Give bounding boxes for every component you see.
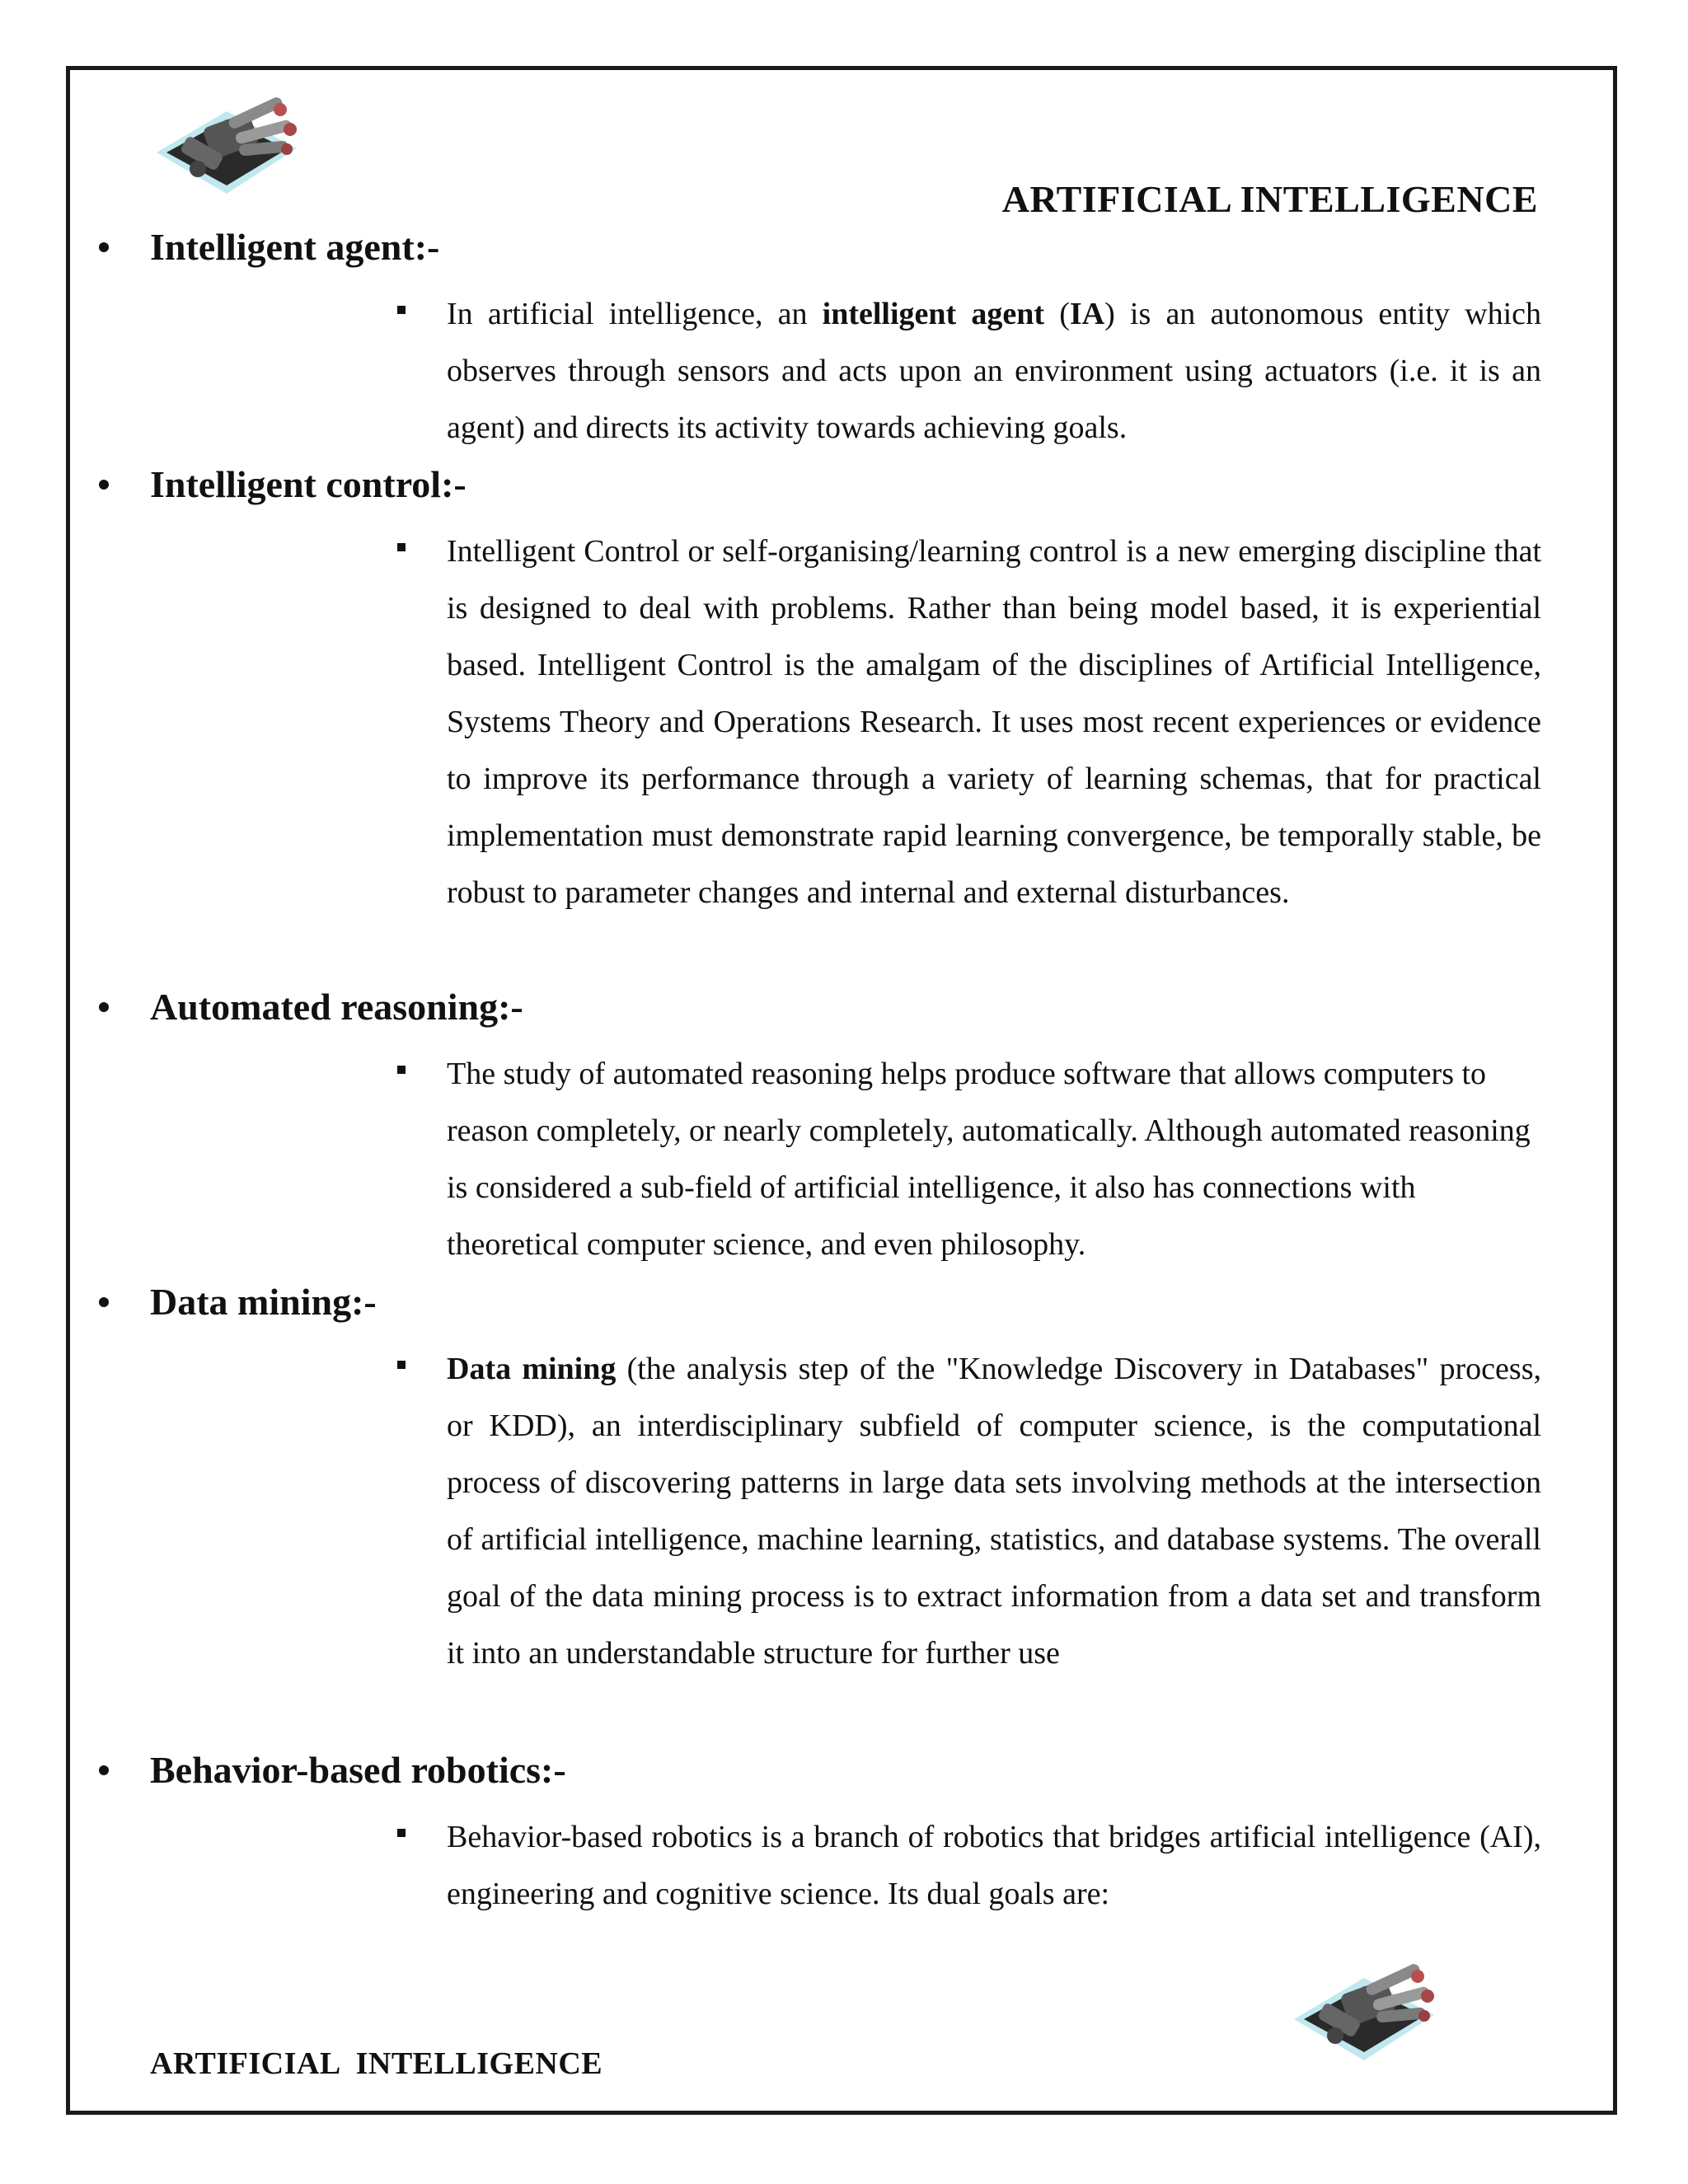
page-header-title: ARTIFICIAL INTELLIGENCE: [1001, 178, 1538, 220]
square-bullet-icon: [397, 1361, 406, 1369]
robot-hand-logo-icon: [148, 95, 305, 206]
section-heading: Behavior-based robotics:-: [0, 1746, 742, 1795]
robot-hand-logo-icon: [1286, 1961, 1442, 2073]
section-heading: Intelligent control:-: [0, 460, 742, 509]
square-bullet-icon: [397, 543, 406, 551]
section-heading: Intelligent agent:-: [0, 223, 742, 272]
bullet-icon: [99, 1002, 109, 1012]
paragraph: The study of automated reasoning helps produce software that allows computers to reason completely, or nearly completely, automatically. Although automated reasoning is considered a sub-field of artificial intelligence, it also has connections with theoretical computer science, and even philosophy.: [447, 1057, 1531, 1262]
square-bullet-icon: [397, 1066, 406, 1074]
bullet-icon: [99, 1297, 109, 1307]
square-bullet-icon: [397, 306, 406, 314]
paragraph: Intelligent Control or self-organising/learning control is a new emerging discipline that is designed to deal with problems. Rather than being model based, it is experiential based. Intelligent Control is the amalgam of the disciplines of Artificial Intelligence, Systems Theory and Operations Research. It uses most recent experiences or evidence to improve its performance through a variety of learning schemas, that for practical implementation must demonstrate rapid learning convergence, be temporally stable, be robust to parameter changes and internal and external disturbances.: [447, 534, 1541, 910]
bullet-icon: [99, 1765, 109, 1775]
list-item: [397, 1046, 1541, 1277]
paragraph: Behavior-based robotics is a branch of robotics that bridges artificial intelligence (AI), engineering and cognitive science. Its dual goals are:: [447, 1820, 1541, 1911]
list-item: [397, 523, 1541, 985]
square-bullet-icon: [397, 1829, 406, 1837]
bullet-icon: [99, 242, 109, 252]
section-heading: Data mining:-: [0, 1277, 742, 1327]
section-heading: Automated reasoning:-: [0, 982, 742, 1032]
list-item: [397, 1809, 1541, 1924]
page-footer-title: ARTIFICIAL INTELLIGENCE: [150, 2046, 603, 2081]
paragraph: Data mining (the analysis step of the "Knowledge Discovery in Databases" process, or KDD), an interdisciplinary subfield of computer science, is the computational process of discovering patterns in large data sets involving methods at the intersection of artificial intelligence, machine learning, statistics, and database systems. The overall goal of the data mining process is to extract information from a data set and transform it into an understandable structure for further use: [447, 1352, 1541, 1671]
bullet-icon: [99, 480, 109, 490]
paragraph: In artificial intelligence, an intelligent agent (IA) is an autonomous entity which observes through sensors and acts upon an environment using actuators (i.e. it is an agent) and directs its activity towards achieving goals.: [447, 297, 1541, 445]
list-item: [397, 1341, 1541, 1745]
list-item: [397, 286, 1541, 459]
